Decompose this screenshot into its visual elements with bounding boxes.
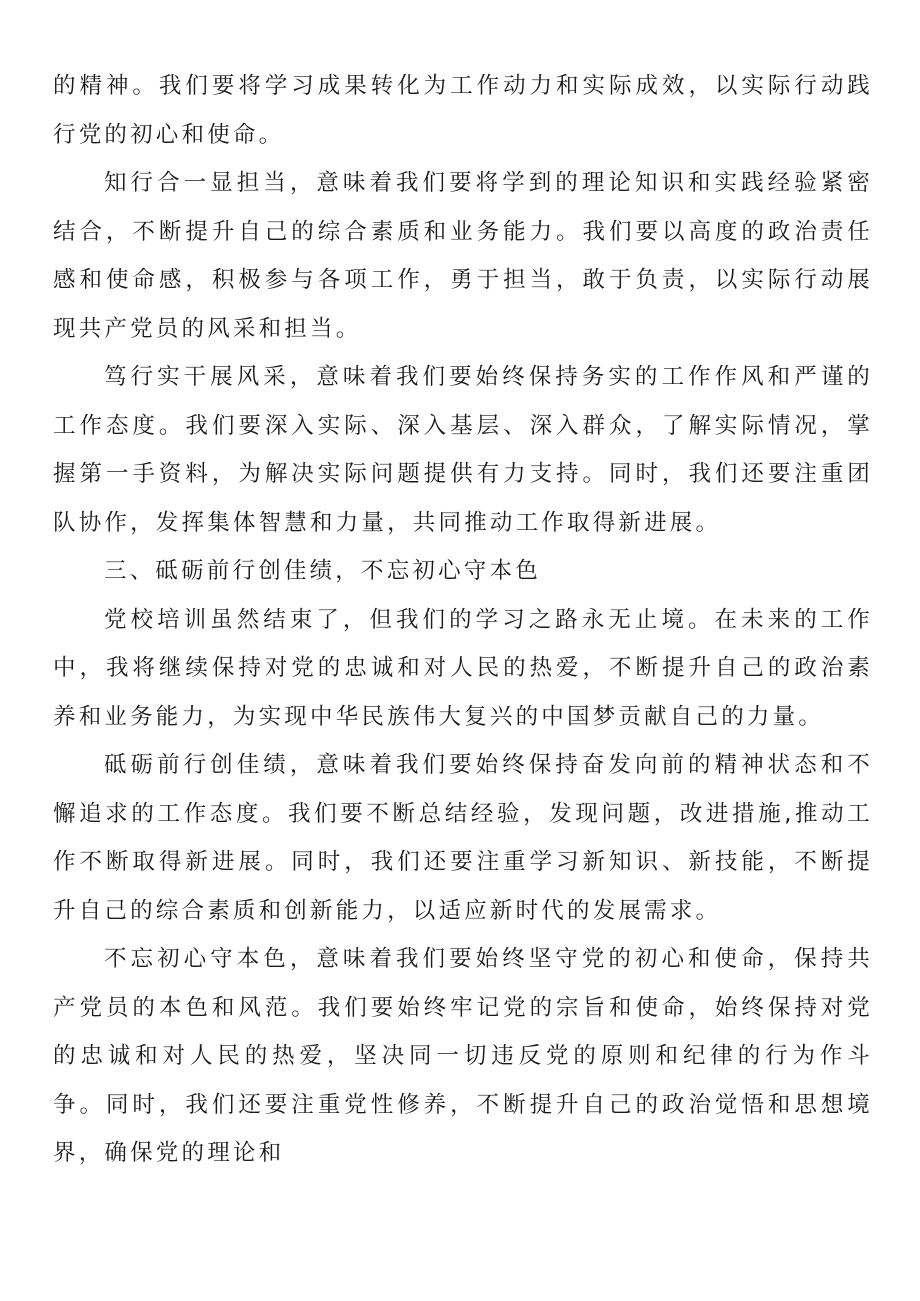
- paragraph: 笃行实干展风采，意味着我们要始终保持务实的工作作风和严谨的工作态度。我们要深入实际、深入基层、深入群众，了解实际情况，掌握第一手资料，为解决实际问题提供有力支持。同时，我们还要注重团队协作，发挥集体智慧和力量，共同推动工作取得新进展。: [53, 364, 873, 536]
- paragraph: 砥砺前行创佳绩，意味着我们要始终保持奋发向前的精神状态和不懈追求的工作态度。我们要不断总结经验，发现问题，改进措施,推动工作不断取得新进展。同时，我们还要注重学习新知识、新技能，不断提升自己的综合素质和创新能力，以适应新时代的发展需求。: [53, 752, 873, 924]
- paragraph: 不忘初心守本色，意味着我们要始终坚守党的初心和使命，保持共产党员的本色和风范。我们要始终牢记党的宗旨和使命，始终保持对党的忠诚和对人民的热爱，坚决同一切违反党的原则和纪律的行为作斗争。同时，我们还要注重党性修养，不断提升自己的政治觉悟和思想境界，确保党的理论和: [53, 946, 873, 1166]
- paragraph: 党校培训虽然结束了，但我们的学习之路永无止境。在未来的工作中，我将继续保持对党的忠诚和对人民的热爱，不断提升自己的政治素养和业务能力，为实现中华民族伟大复兴的中国梦贡献自己的力量。: [53, 606, 873, 730]
- section-heading: 三、砥砺前行创佳绩，不忘初心守本色: [104, 558, 541, 584]
- document-body: [53, 62, 873, 1178]
- paragraph: 的精神。我们要将学习成果转化为工作动力和实际成效，以实际行动践行党的初心和使命。: [53, 73, 873, 148]
- paragraph: 知行合一显担当，意味着我们要将学到的理论知识和实践经验紧密结合，不断提升自己的综合素质和业务能力。我们要以高度的政治责任感和使命感，积极参与各项工作，勇于担当，敢于负责，以实际行动展现共产党员的风采和担当。: [53, 170, 873, 342]
